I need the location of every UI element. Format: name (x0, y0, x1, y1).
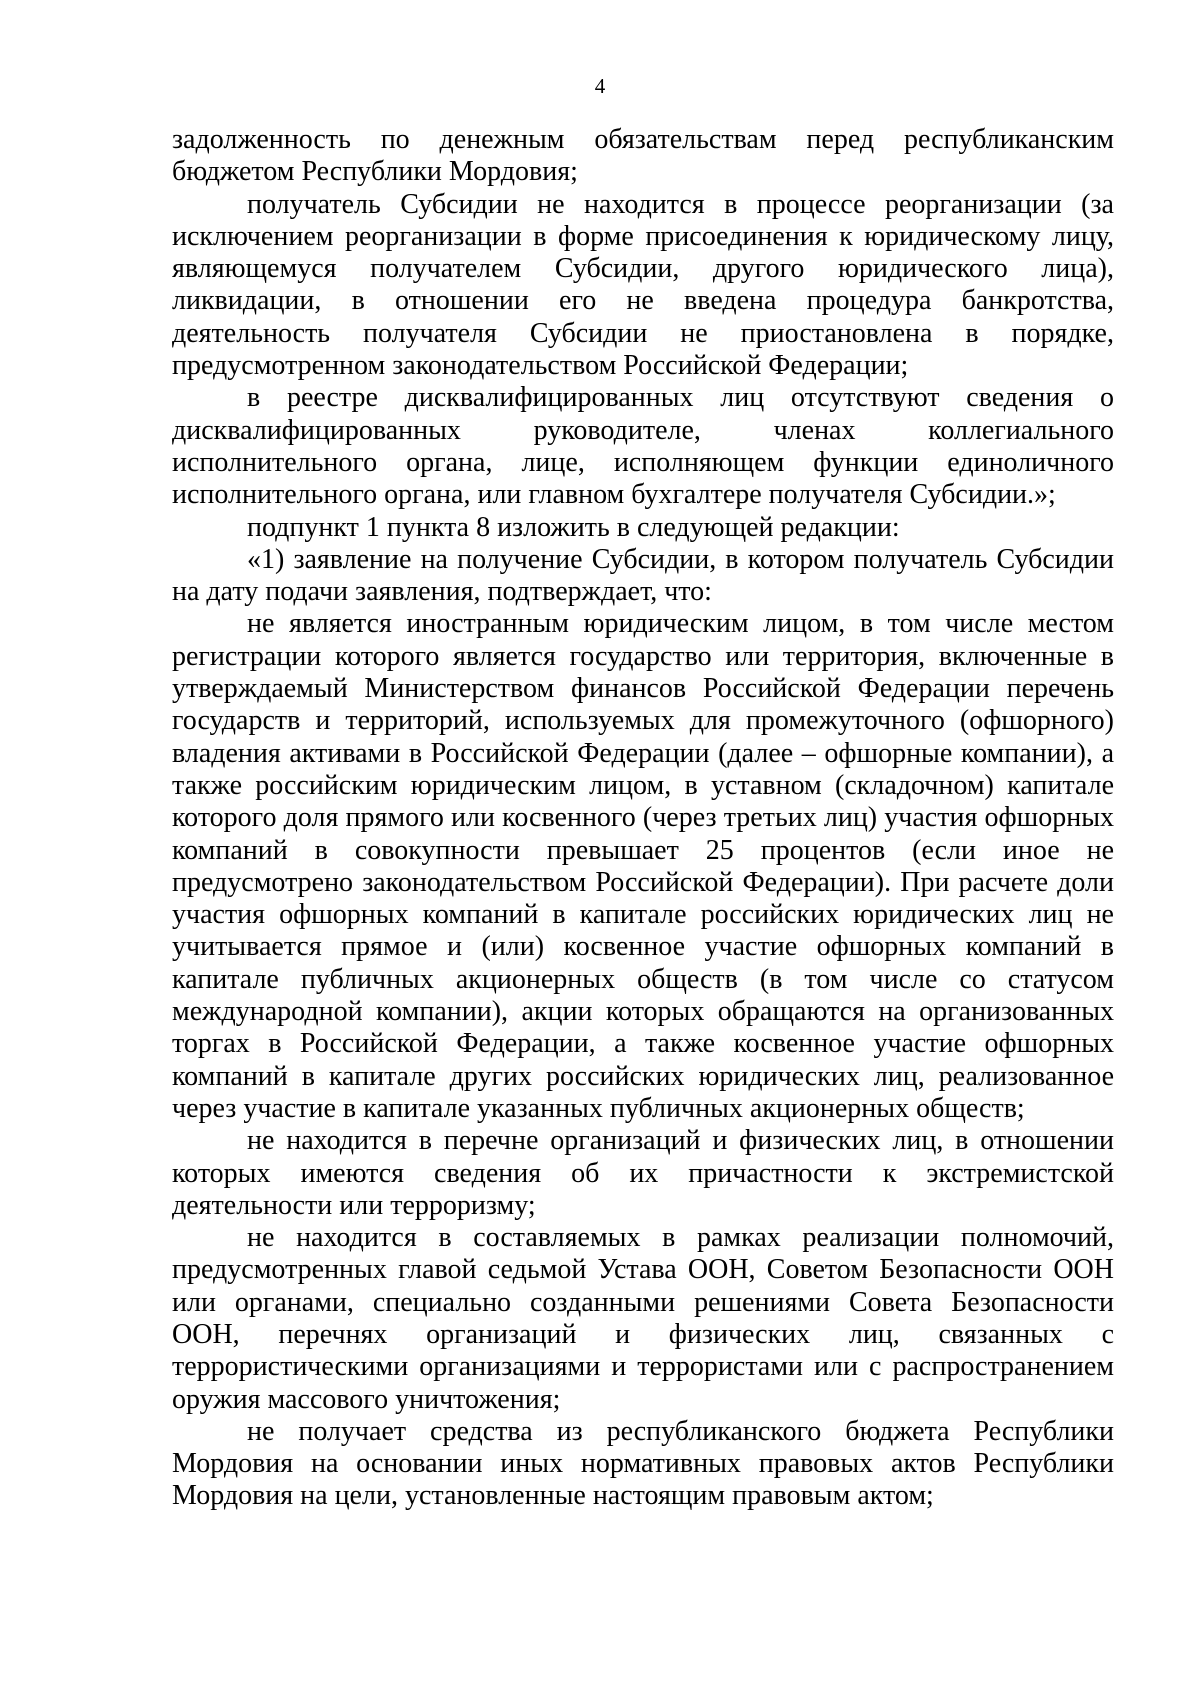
document-body (172, 124, 1114, 1513)
paragraph-disqualified-persons: в реестре дисквалифицированных лиц отсутствуют сведения о дисквалифицированных руководителе, членах коллегиального исполнительного органа, лице, исполняющем функции единоличного исполнительного органа, или главном бухгалтере получателя Субсидии.»; (172, 382, 1114, 511)
paragraph-debt-continuation: задолженность по денежным обязательствам перед республиканским бюджетом Республики Мордовия; (172, 124, 1114, 188)
paragraph-subpoint-amendment: подпункт 1 пункта 8 изложить в следующей редакции: (247, 511, 900, 543)
page-number: 4 (594, 74, 606, 98)
paragraph-no-other-funding: не получает средства из республиканского бюджета Республики Мордовия на основании иных нормативных правовых актов Республики Мордовия на цели, установленные настоящим правовым актом; (172, 1415, 1114, 1512)
paragraph-no-reorganization: получатель Субсидии не находится в процессе реорганизации (за исключением реорганизации в форме присоединения к юридическому лицу, являющемуся получателем Субсидии, другого юридического лица), ликвидации, в отношении его не введена процедура банкротства, деятельность получателя Субсидии не приостановлена в порядке, предусмотренном законодательством Российской Федерации; (172, 188, 1114, 382)
paragraph-application: «1) заявление на получение Субсидии, в котором получатель Субсидии на дату подачи заявления, подтверждает, что: (172, 543, 1114, 608)
paragraph-un-sanctions-list: не находится в составляемых в рамках реализации полномочий, предусмотренных главой седьмой Устава ООН, Советом Безопасности ООН или органами, специально созданными решениями Совета Безопасности ООН, перечнях организаций и физических лиц, связанных с террористическими организациями и террористами или с распространением оружия массового уничтожения; (172, 1222, 1114, 1415)
paragraph-offshore-companies: не является иностранным юридическим лицом, в том числе местом регистрации которого является государство или территория, включенные в утверждаемый Министерством финансов Российской Федерации перечень государств и территорий, используемых для промежуточного (офшорного) владения активами в Российской Федерации (далее – офшорные компании), а также российским юридическим лицом, в уставном (складочном) капитале которого доля прямого или косвенного (через третьих лиц) участия офшорных компаний в совокупности превышает 25 процентов (если иное не предусмотрено законодательством Российской Федерации). При расчете доли участия офшорных компаний в капитале российских юридических лиц не учитывается прямое и (или) косвенное участие офшорных компаний в капитале публичных акционерных обществ (в том числе со статусом международной компании), акции которых обращаются на организованных торгах в Российской Федерации, а также косвенное участие офшорных компаний в капитале других российских юридических лиц, реализованное через участие в капитале указанных публичных акционерных обществ; (172, 608, 1114, 1124)
paragraph-extremism-list: не находится в перечне организаций и физических лиц, в отношении которых имеются сведения об их причастности к экстремистской деятельности или терроризму; (172, 1125, 1114, 1221)
